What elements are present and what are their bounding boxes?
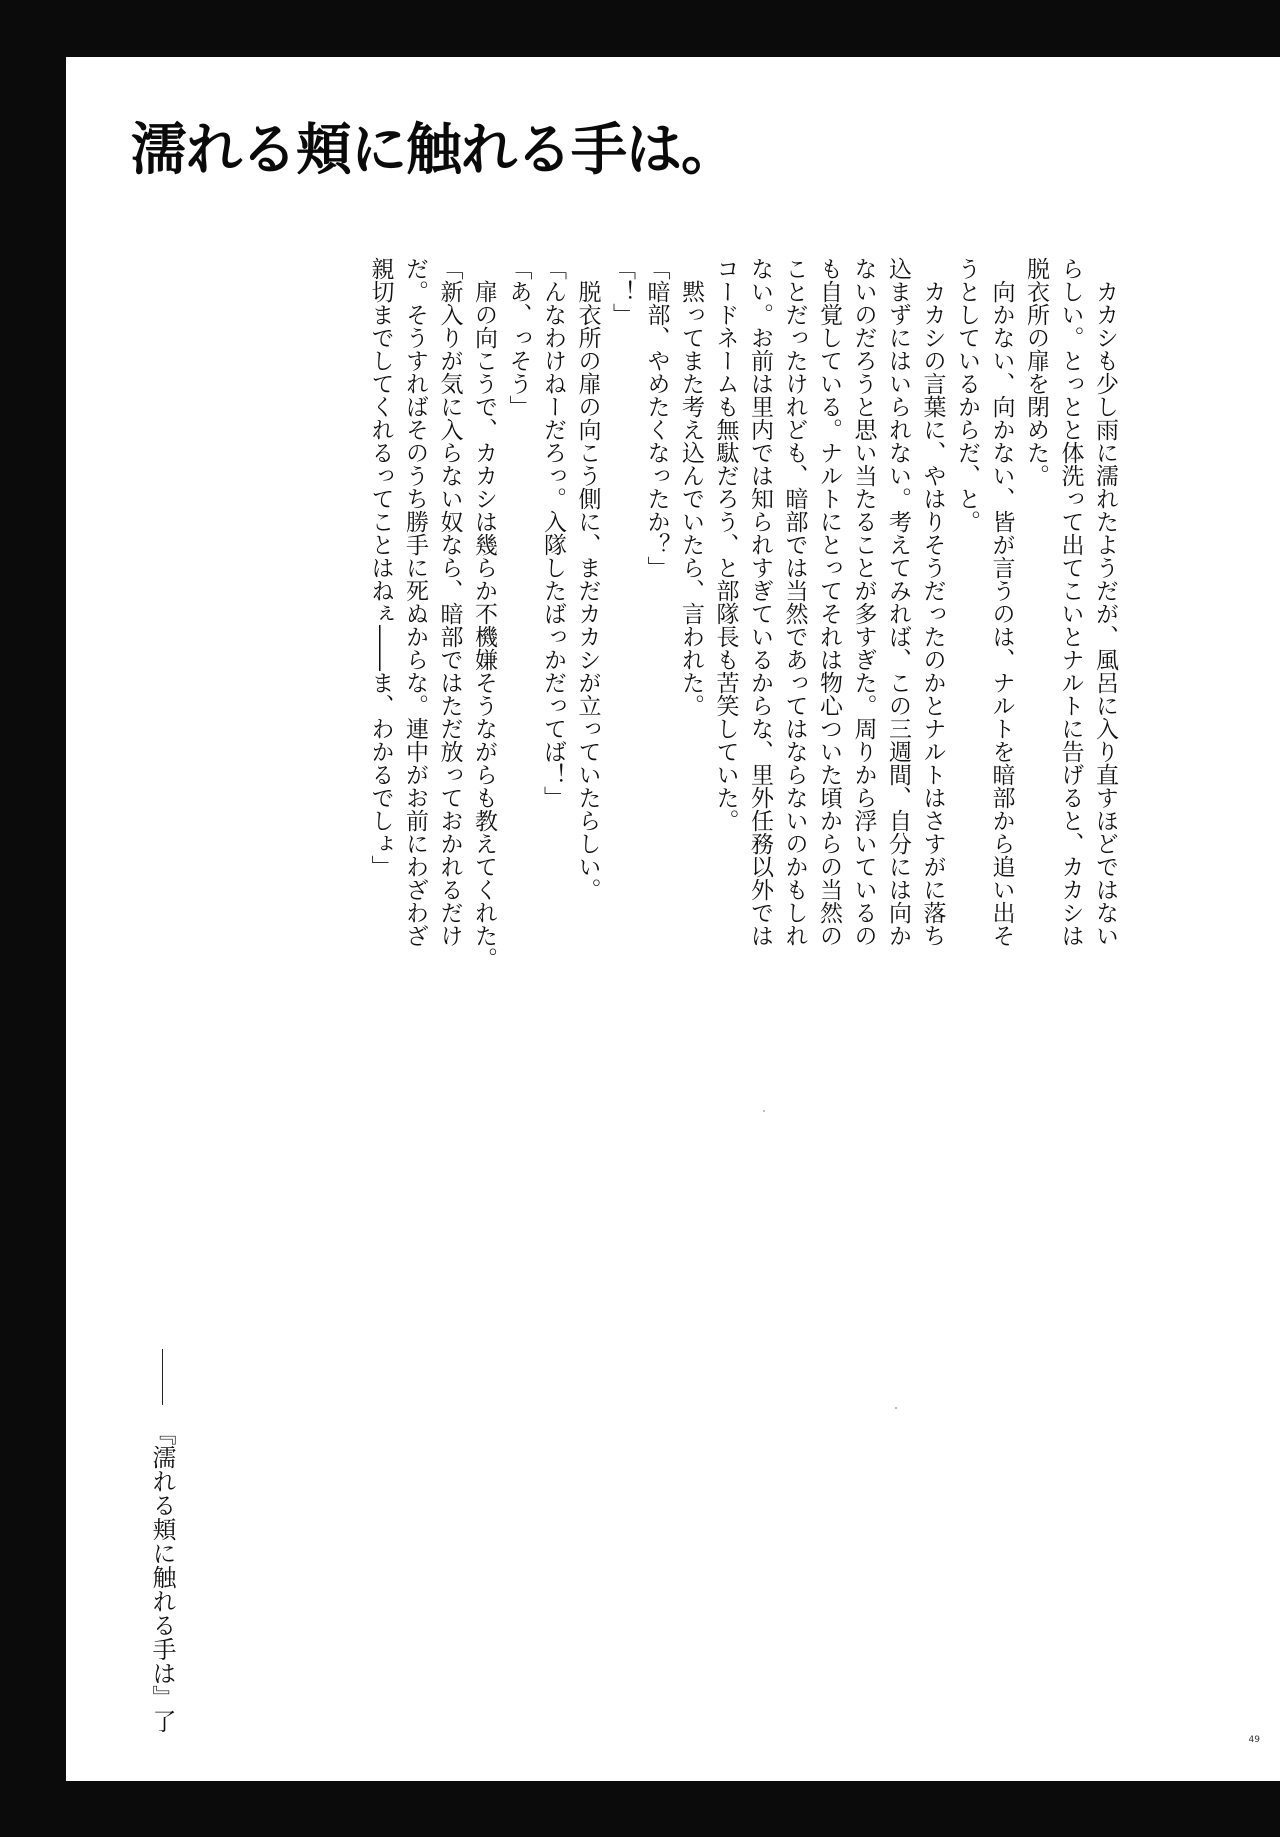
text-line: も自覚している。ナルトにとってそれは物心ついた頃からの当然の bbox=[816, 257, 842, 947]
colophon-text: 『濡れる頬に触れる手は』了 bbox=[148, 1421, 176, 1733]
text-line: 「あ、っそう」 bbox=[505, 257, 532, 418]
page-title: 濡れる頬に触れる手は。 bbox=[131, 117, 736, 183]
scan-speck bbox=[763, 1110, 765, 1112]
text-line: ない。お前は里内では知られすぎているからな、里外任務以外では bbox=[747, 257, 773, 947]
text-line: 「んなわけねーだろっ。入隊したばっかだってば！」 bbox=[540, 257, 566, 809]
text-line: 脱衣所の扉の向こう側に、まだカカシが立っていたらしい。 bbox=[574, 257, 601, 901]
colophon-dash bbox=[162, 1349, 163, 1405]
text-line: 向かない、向かない、皆が言うのは、ナルトを暗部から追い出そ bbox=[988, 257, 1015, 947]
text-line: 「！」 bbox=[609, 257, 635, 326]
text-line: 「暗部、やめたくなったか？」 bbox=[643, 257, 670, 579]
text-line: ないのだろうと思い当たることが多すぎた。周りから浮いているの bbox=[850, 257, 877, 947]
text-line: だ。そうすればそのうち勝手に死ぬからな。連中がお前にわざわざ bbox=[402, 257, 428, 947]
text-line: 扉の向こうで、カカシは幾らか不機嫌そうながらも教えてくれた。 bbox=[471, 257, 497, 970]
text-line: らしい。とっとと体洗って出てこいとナルトに告げると、カカシは bbox=[1057, 257, 1084, 947]
story-body bbox=[363, 257, 1122, 1037]
text-line: 込まずにはいられない。考えてみれば、この三週間、自分には向か bbox=[885, 257, 911, 947]
text-line: コードネームも無駄だろう、と部隊長も苦笑していた。 bbox=[712, 257, 739, 832]
text-line: ことだったけれども、暗部では当然であってはならないのかもしれ bbox=[781, 257, 808, 947]
text-line: うとしているからだ、と。 bbox=[954, 257, 980, 533]
text-line: 「新入りが気に入らない奴なら、暗部ではただ放っておかれるだけ bbox=[436, 257, 463, 947]
text-line: 黙ってまた考え込んでいたら、言われた。 bbox=[678, 257, 704, 717]
text-line: 親切までしてくれるってことはねぇ――ま、わかるでしょ」 bbox=[367, 257, 394, 878]
page-number: 49 bbox=[1248, 1735, 1260, 1745]
book-page bbox=[66, 57, 1280, 1781]
end-colophon bbox=[145, 1349, 180, 1733]
text-line: カカシも少し雨に濡れたようだが、風呂に入り直すほどではない bbox=[1092, 257, 1118, 947]
text-line: 脱衣所の扉を閉めた。 bbox=[1023, 257, 1049, 487]
text-line: カカシの言葉に、やはりそうだったのかとナルトはさすがに落ち bbox=[919, 257, 946, 947]
scan-speck bbox=[895, 1407, 897, 1409]
